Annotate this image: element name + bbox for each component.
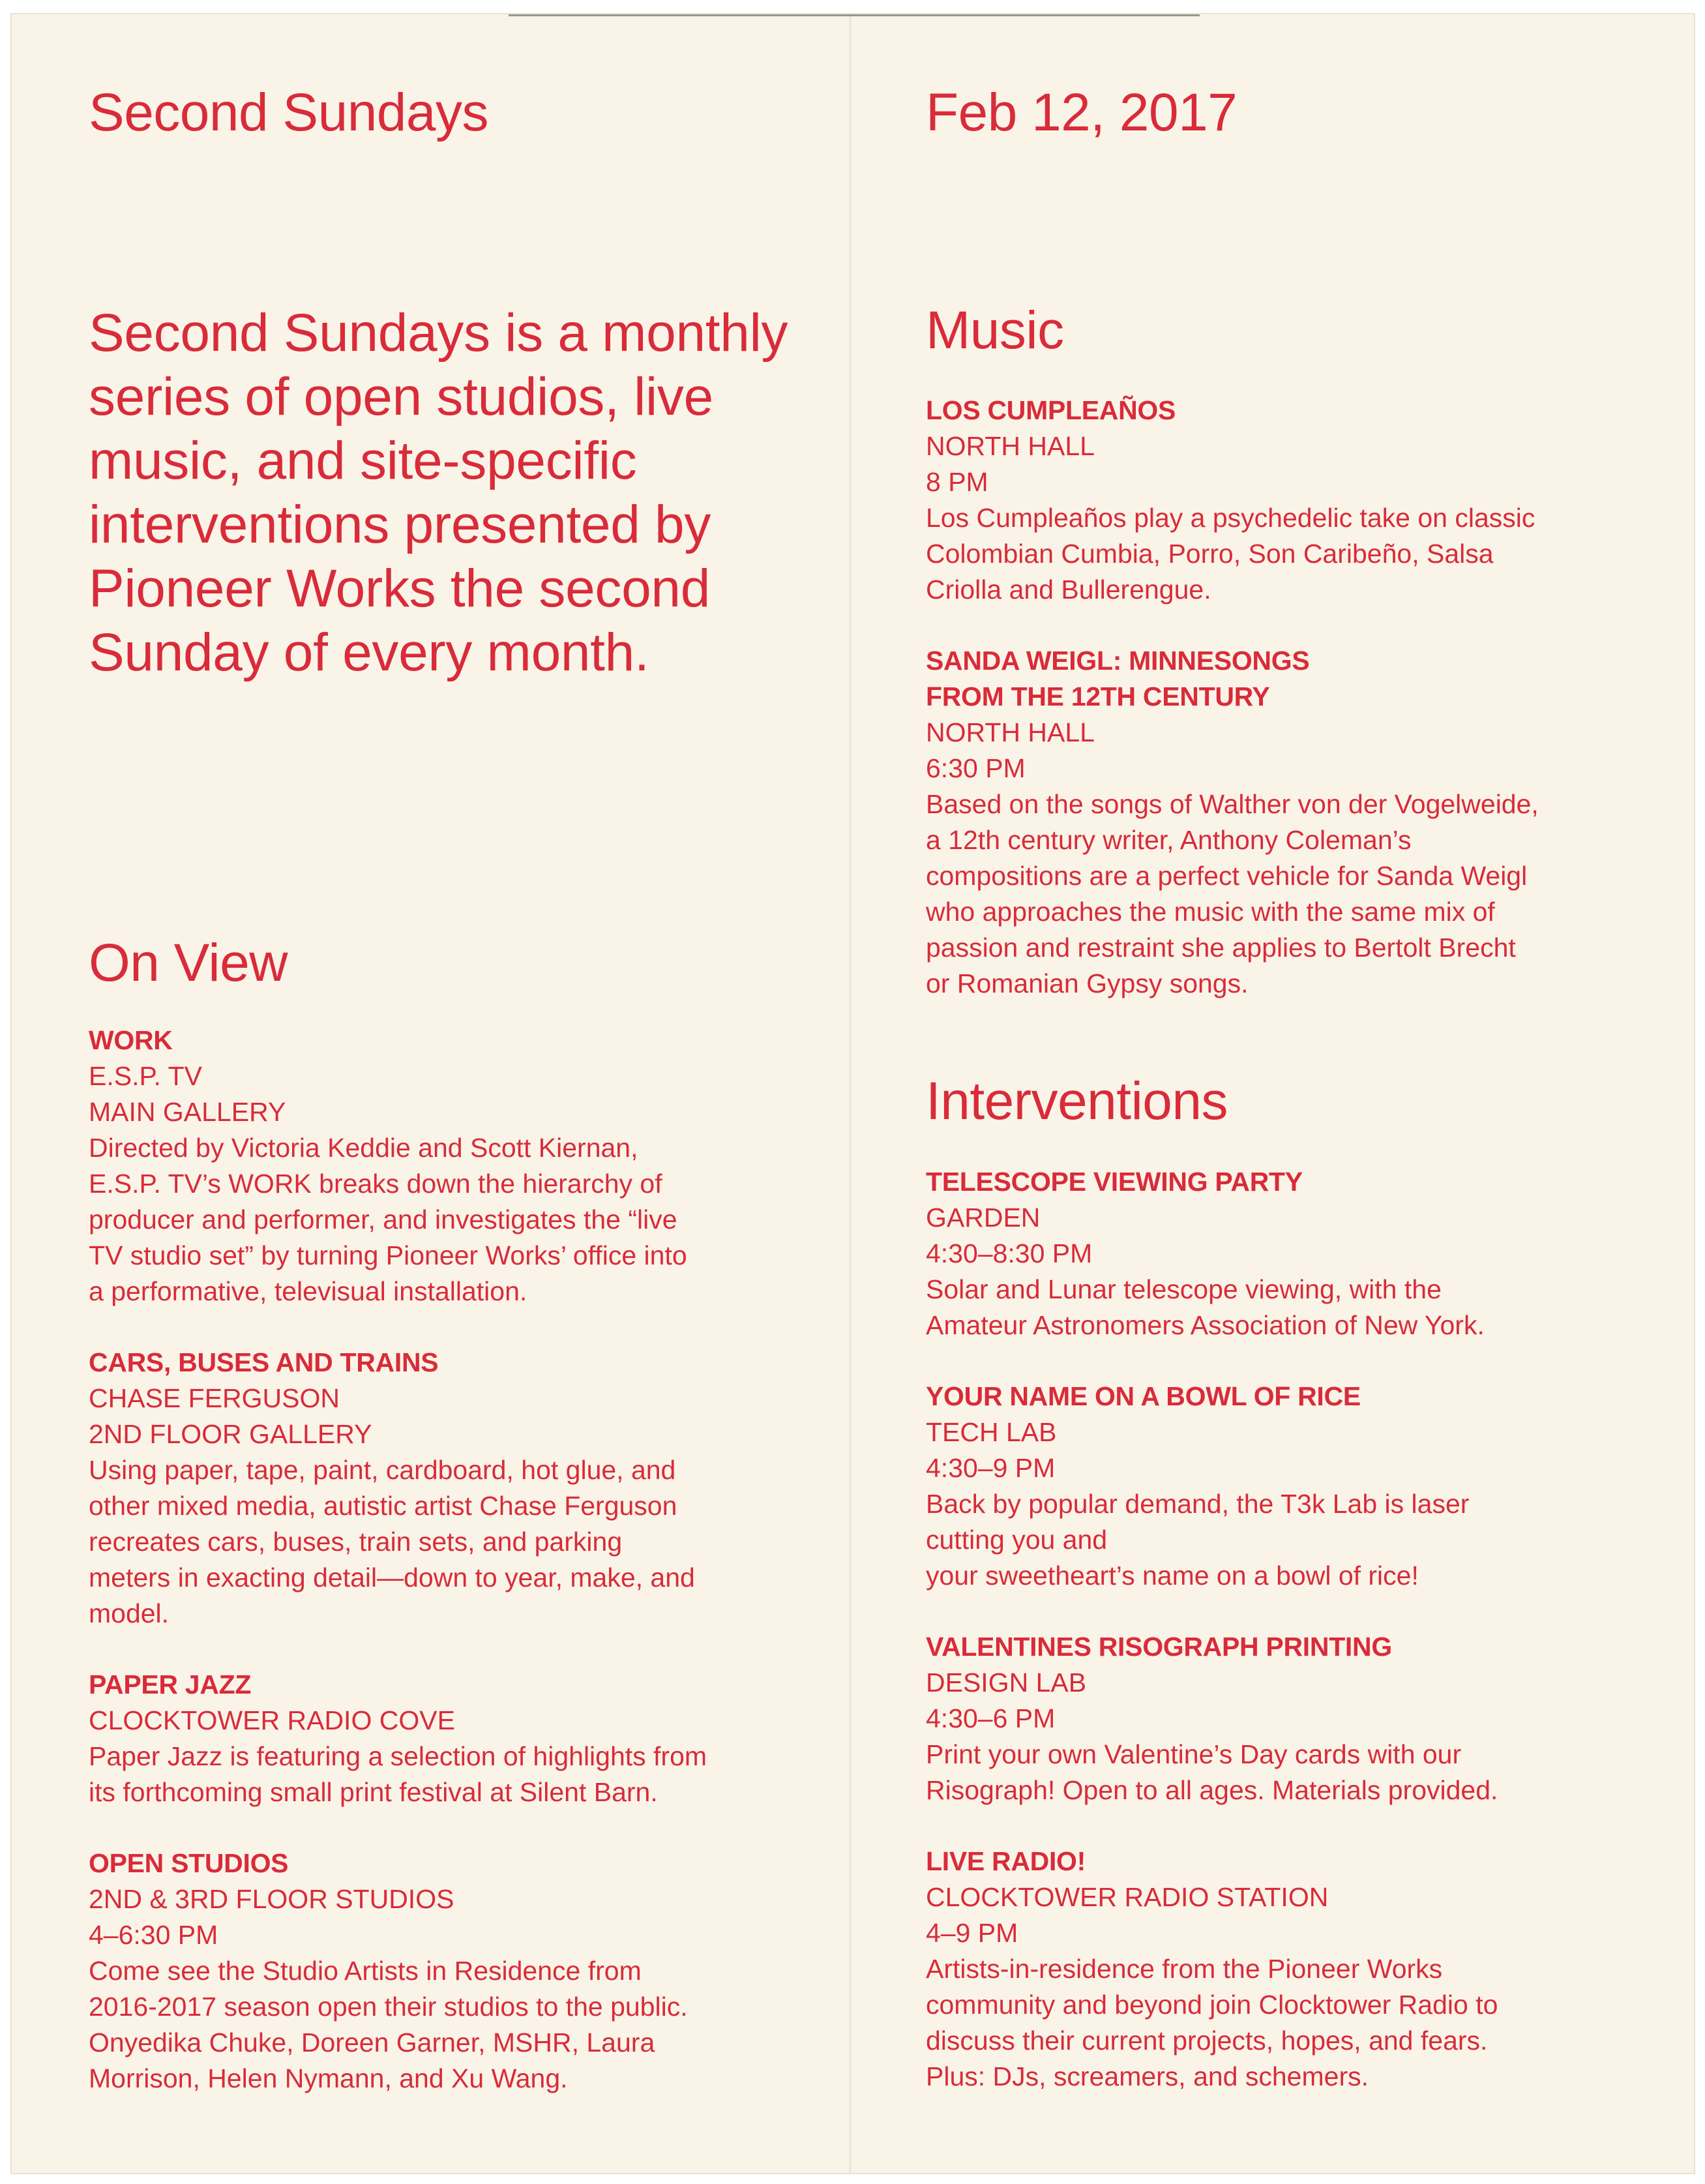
event-title: VALENTINES RISOGRAPH PRINTING	[926, 1632, 1392, 1662]
interventions-list	[926, 1164, 1643, 2130]
event-entry	[89, 1667, 819, 1810]
event-title: OPEN STUDIOS	[89, 1848, 289, 1878]
event-description: Los Cumpleaños play a psychedelic take on classic Colombian Cumbia, Porro, Son Caribeño, Salsa Criolla and Bullerengue.	[926, 503, 1535, 605]
event-entry	[89, 1023, 819, 1309]
event-detail: TECH LAB	[926, 1417, 1057, 1447]
event-detail: NORTH HALL	[926, 431, 1095, 461]
event-title: LOS CUMPLEAÑOS	[926, 395, 1176, 425]
event-detail: 4:30–6 PM	[926, 1703, 1056, 1733]
event-detail: 6:30 PM	[926, 753, 1026, 783]
event-entry	[926, 1379, 1643, 1594]
event-description: Solar and Lunar telescope viewing, with the Amateur Astronomers Association of New York.	[926, 1274, 1485, 1340]
event-detail: 2ND & 3RD FLOOR STUDIOS	[89, 1884, 454, 1914]
on-view-list	[89, 1023, 819, 2132]
event-date: Feb 12, 2017	[926, 83, 1238, 142]
event-entry	[926, 643, 1643, 1002]
event-detail: CLOCKTOWER RADIO COVE	[89, 1705, 455, 1735]
event-detail: 4:30–9 PM	[926, 1453, 1056, 1483]
center-fold	[849, 14, 852, 2173]
event-description: Paper Jazz is featuring a selection of highlights from its forthcoming small print festival at Silent Barn.	[89, 1741, 707, 1807]
event-detail: 8 PM	[926, 467, 988, 497]
event-entry	[926, 1164, 1643, 1343]
event-description: Using paper, tape, paint, cardboard, hot glue, and other mixed media, autistic artist Chase Ferguson recreates cars, buses, train sets, and parking meters in exacting detail—down to year, make, and model.	[89, 1455, 695, 1628]
event-detail: E.S.P. TV	[89, 1061, 202, 1091]
event-entry	[89, 1846, 819, 2097]
music-heading: Music	[926, 301, 1064, 360]
event-title: WORK	[89, 1025, 173, 1055]
event-title: LIVE RADIO!	[926, 1846, 1086, 1876]
series-title: Second Sundays	[89, 83, 489, 142]
music-list	[926, 393, 1643, 1037]
interventions-heading: Interventions	[926, 1071, 1228, 1131]
event-description: Back by popular demand, the T3k Lab is laser cutting you and your sweetheart’s name on a bowl of rice!	[926, 1489, 1470, 1591]
event-detail: CLOCKTOWER RADIO STATION	[926, 1882, 1329, 1912]
event-description: Print your own Valentine’s Day cards with our Risograph! Open to all ages. Materials provided.	[926, 1739, 1498, 1805]
event-title: CARS, BUSES AND TRAINS	[89, 1347, 439, 1377]
event-detail: 4–9 PM	[926, 1918, 1018, 1948]
series-intro: Second Sundays is a monthly series of open studios, live music, and site-specific interventions presented by Pioneer Works the second Sunday of every month.	[89, 303, 788, 682]
event-detail: GARDEN	[926, 1203, 1041, 1233]
event-description: Based on the songs of Walther von der Vogelweide, a 12th century writer, Anthony Coleman’s compositions are a perfect vehicle for Sanda Weigl who approaches the music with the same mix of passion and restraint she applies to Bertolt Brecht or Romanian Gypsy songs.	[926, 789, 1539, 998]
event-detail: 4:30–8:30 PM	[926, 1238, 1093, 1268]
event-title: YOUR NAME ON A BOWL OF RICE	[926, 1381, 1361, 1411]
on-view-heading: On View	[89, 933, 288, 993]
event-description: Come see the Studio Artists in Residence from 2016-2017 season open their studios to the public. Onyedika Chuke, Doreen Garner, MSHR, Laura Morrison, Helen Nymann, and Xu Wang.	[89, 1956, 688, 2093]
event-entry	[926, 1629, 1643, 1808]
event-entry	[926, 1844, 1643, 2095]
event-description: Directed by Victoria Keddie and Scott Kiernan, E.S.P. TV’s WORK breaks down the hierarchy of producer and performer, and investigates the “live TV studio set” by turning Pioneer Works’ office into a performative, televisual installation.	[89, 1133, 687, 1306]
event-detail: DESIGN LAB	[926, 1668, 1087, 1698]
event-detail: 2ND FLOOR GALLERY	[89, 1419, 372, 1449]
page-top-edge	[509, 14, 1200, 16]
event-description: Artists-in-residence from the Pioneer Works community and beyond join Clocktower Radio to discuss their current projects, hopes, and fears. Plus: DJs, screamers, and schemers.	[926, 1954, 1498, 2091]
event-detail: CHASE FERGUSON	[89, 1383, 340, 1413]
event-title: TELESCOPE VIEWING PARTY	[926, 1167, 1303, 1197]
event-entry	[926, 393, 1643, 608]
event-title: SANDA WEIGL: MINNESONGS FROM THE 12TH CENTURY	[926, 646, 1310, 711]
event-detail: 4–6:30 PM	[89, 1920, 218, 1950]
event-title: PAPER JAZZ	[89, 1669, 252, 1699]
event-detail: NORTH HALL	[926, 717, 1095, 747]
event-detail: MAIN GALLERY	[89, 1097, 286, 1127]
event-entry	[89, 1345, 819, 1632]
